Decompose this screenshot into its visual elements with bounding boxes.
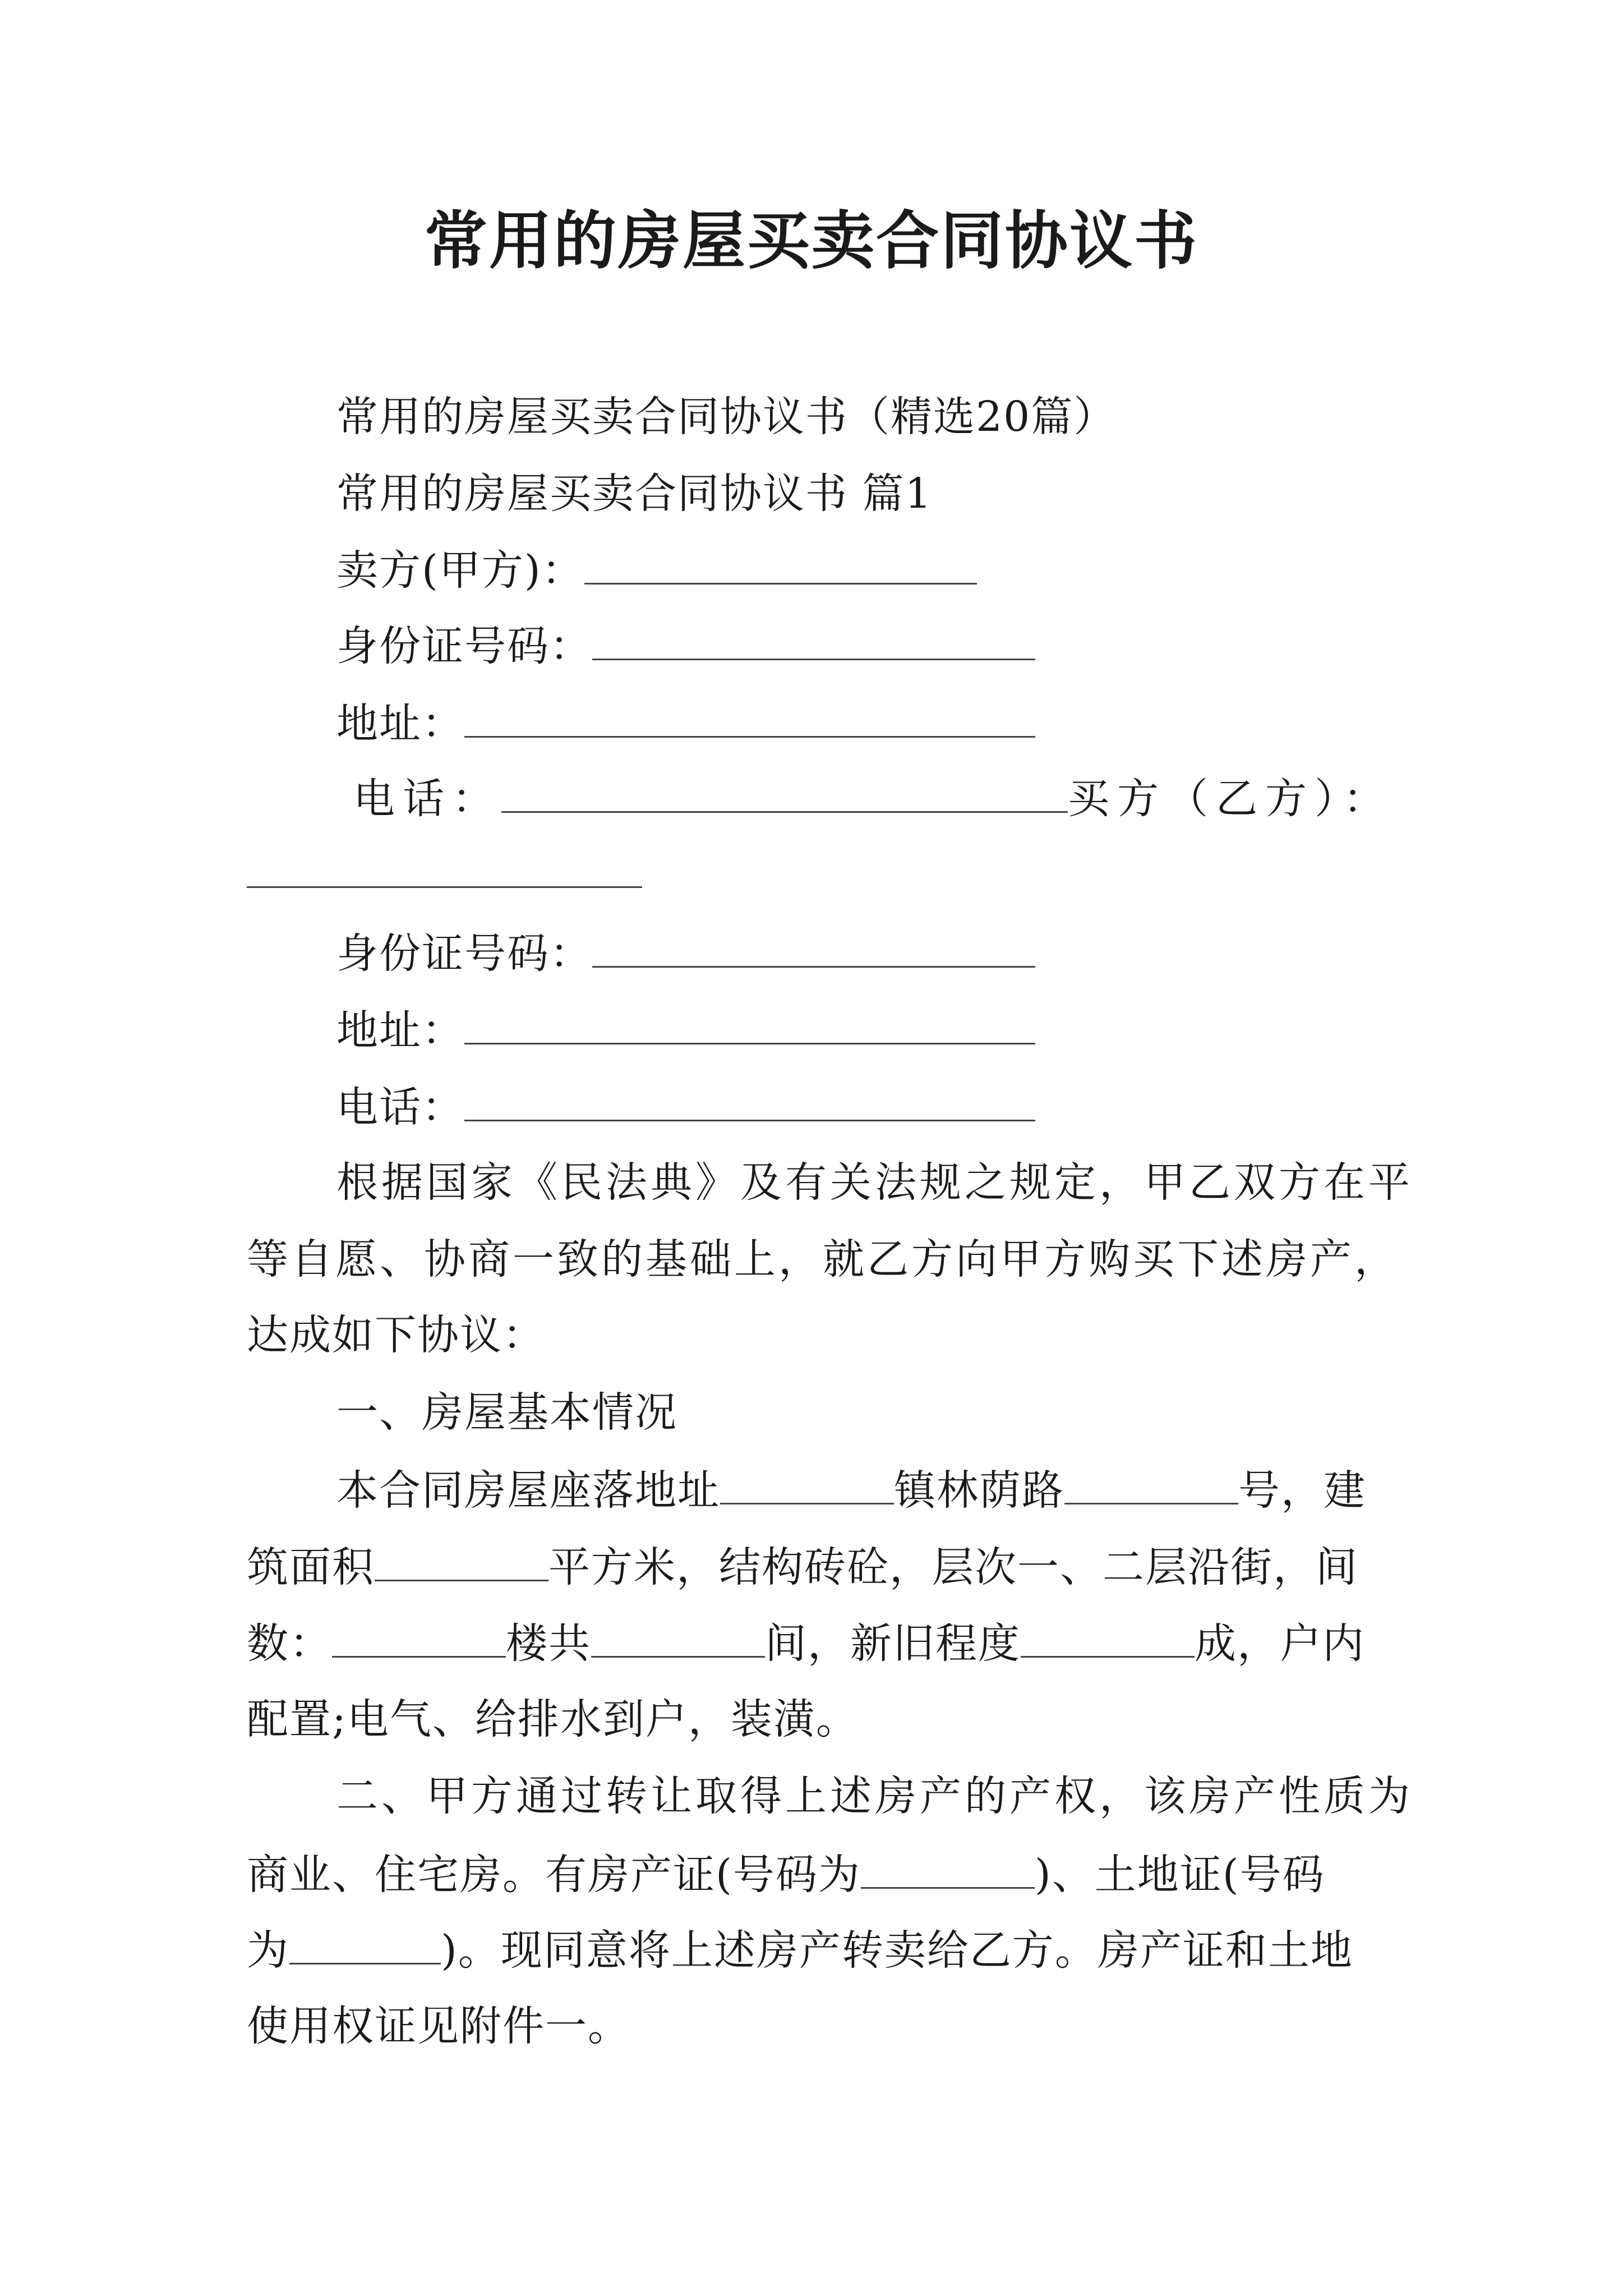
clause-1-line-3 (247, 1614, 1365, 1672)
buyer-id-row (336, 924, 1035, 982)
clause-1-address-label: 本合同房屋座落地址 (336, 1466, 720, 1515)
seller-phone-label: 电话： (353, 775, 501, 823)
seller-address-blank (464, 694, 1035, 738)
buyer-phone-blank (464, 1078, 1035, 1121)
section-heading: 常用的房屋买卖合同协议书 篇1 (336, 470, 933, 518)
seller-id-blank (592, 617, 1035, 660)
seller-address-label: 地址： (336, 700, 464, 748)
clause-1-town-blank (720, 1461, 894, 1504)
buyer-address-label: 地址： (336, 1006, 464, 1055)
buyer-id-label: 身份证号码： (336, 930, 592, 978)
clause-1-number-blank (1064, 1461, 1238, 1504)
buyer-id-blank (592, 924, 1035, 968)
clause-1-condition-blank (1021, 1614, 1195, 1658)
subtitle: 常用的房屋买卖合同协议书（精选20篇） (336, 393, 1117, 441)
seller-phone-blank (501, 770, 1068, 813)
seller-label: 卖方(甲方)： (336, 546, 584, 595)
seller-address-row (336, 694, 1035, 752)
clause-1-building-label: 楼共 (506, 1619, 591, 1668)
clause-2-line-3 (247, 1921, 1353, 1978)
clause-1-indoor-label: 成，户内 (1195, 1619, 1365, 1668)
clause-2-line-2 (247, 1846, 1325, 1903)
buyer-phone-row (336, 1078, 1035, 1135)
seller-id-label: 身份证号码： (336, 622, 592, 670)
document-title: 常用的房屋买卖合同协议书 (425, 204, 1198, 278)
buyer-phone-label: 电话： (336, 1083, 464, 1131)
clause-1-line-4: 配置;电气、给排水到户，装潢。 (247, 1695, 859, 1743)
buyer-label: 买方（乙方）： (1068, 775, 1393, 823)
clause-2-property-cert-blank (861, 1846, 1035, 1889)
clause-1-floors-blank (332, 1614, 506, 1658)
clause-1-structure-text: 平方米，结构砖砼，层次一、二层沿街，间 (548, 1543, 1358, 1591)
buyer-address-blank (464, 1001, 1035, 1045)
clause-2-property-cert-label: 商业、住宅房。有房产证(号码为 (247, 1851, 861, 1899)
clause-1-area-blank (375, 1538, 548, 1581)
clause-1-condition-label: 间，新旧程度 (765, 1619, 1021, 1668)
intro-line-3: 达成如下协议： (247, 1311, 545, 1359)
clause-1-line-1 (336, 1461, 1366, 1519)
clause-1-heading: 一、房屋基本情况 (336, 1388, 677, 1437)
clause-1-number-label: 号，建 (1238, 1466, 1366, 1515)
clause-1-line-2 (247, 1538, 1358, 1595)
buyer-name-blank (247, 886, 642, 888)
seller-id-row (336, 617, 1035, 674)
clause-2-line-4: 使用权证见附件一。 (247, 2002, 630, 2050)
clause-2-land-number-label: 为 (247, 1926, 289, 1975)
clause-2-transfer-text: )。现同意将上述房产转卖给乙方。房产证和土地 (441, 1926, 1353, 1975)
seller-phone-row (353, 770, 1393, 827)
intro-line-2: 等自愿、协商一致的基础上，就乙方向甲方购买下述房产， (247, 1235, 1399, 1283)
clause-1-road-label: 镇林荫路 (894, 1466, 1064, 1515)
intro-line-1: 根据国家《民法典》及有关法规之规定，甲乙双方在平 (336, 1158, 1413, 1207)
clause-1-area-label: 筑面积 (247, 1543, 375, 1591)
seller-row (336, 541, 977, 599)
clause-2-line-1: 二、甲方通过转让取得上述房产的产权，该房产性质为 (336, 1772, 1413, 1820)
buyer-address-row (336, 1001, 1035, 1059)
seller-name-blank (584, 541, 977, 585)
clause-2-land-cert-blank (289, 1921, 441, 1964)
clause-2-land-cert-label: )、土地证(号码 (1034, 1851, 1325, 1899)
clause-1-rooms-blank (591, 1614, 765, 1658)
clause-1-rooms-label: 数： (247, 1619, 332, 1668)
